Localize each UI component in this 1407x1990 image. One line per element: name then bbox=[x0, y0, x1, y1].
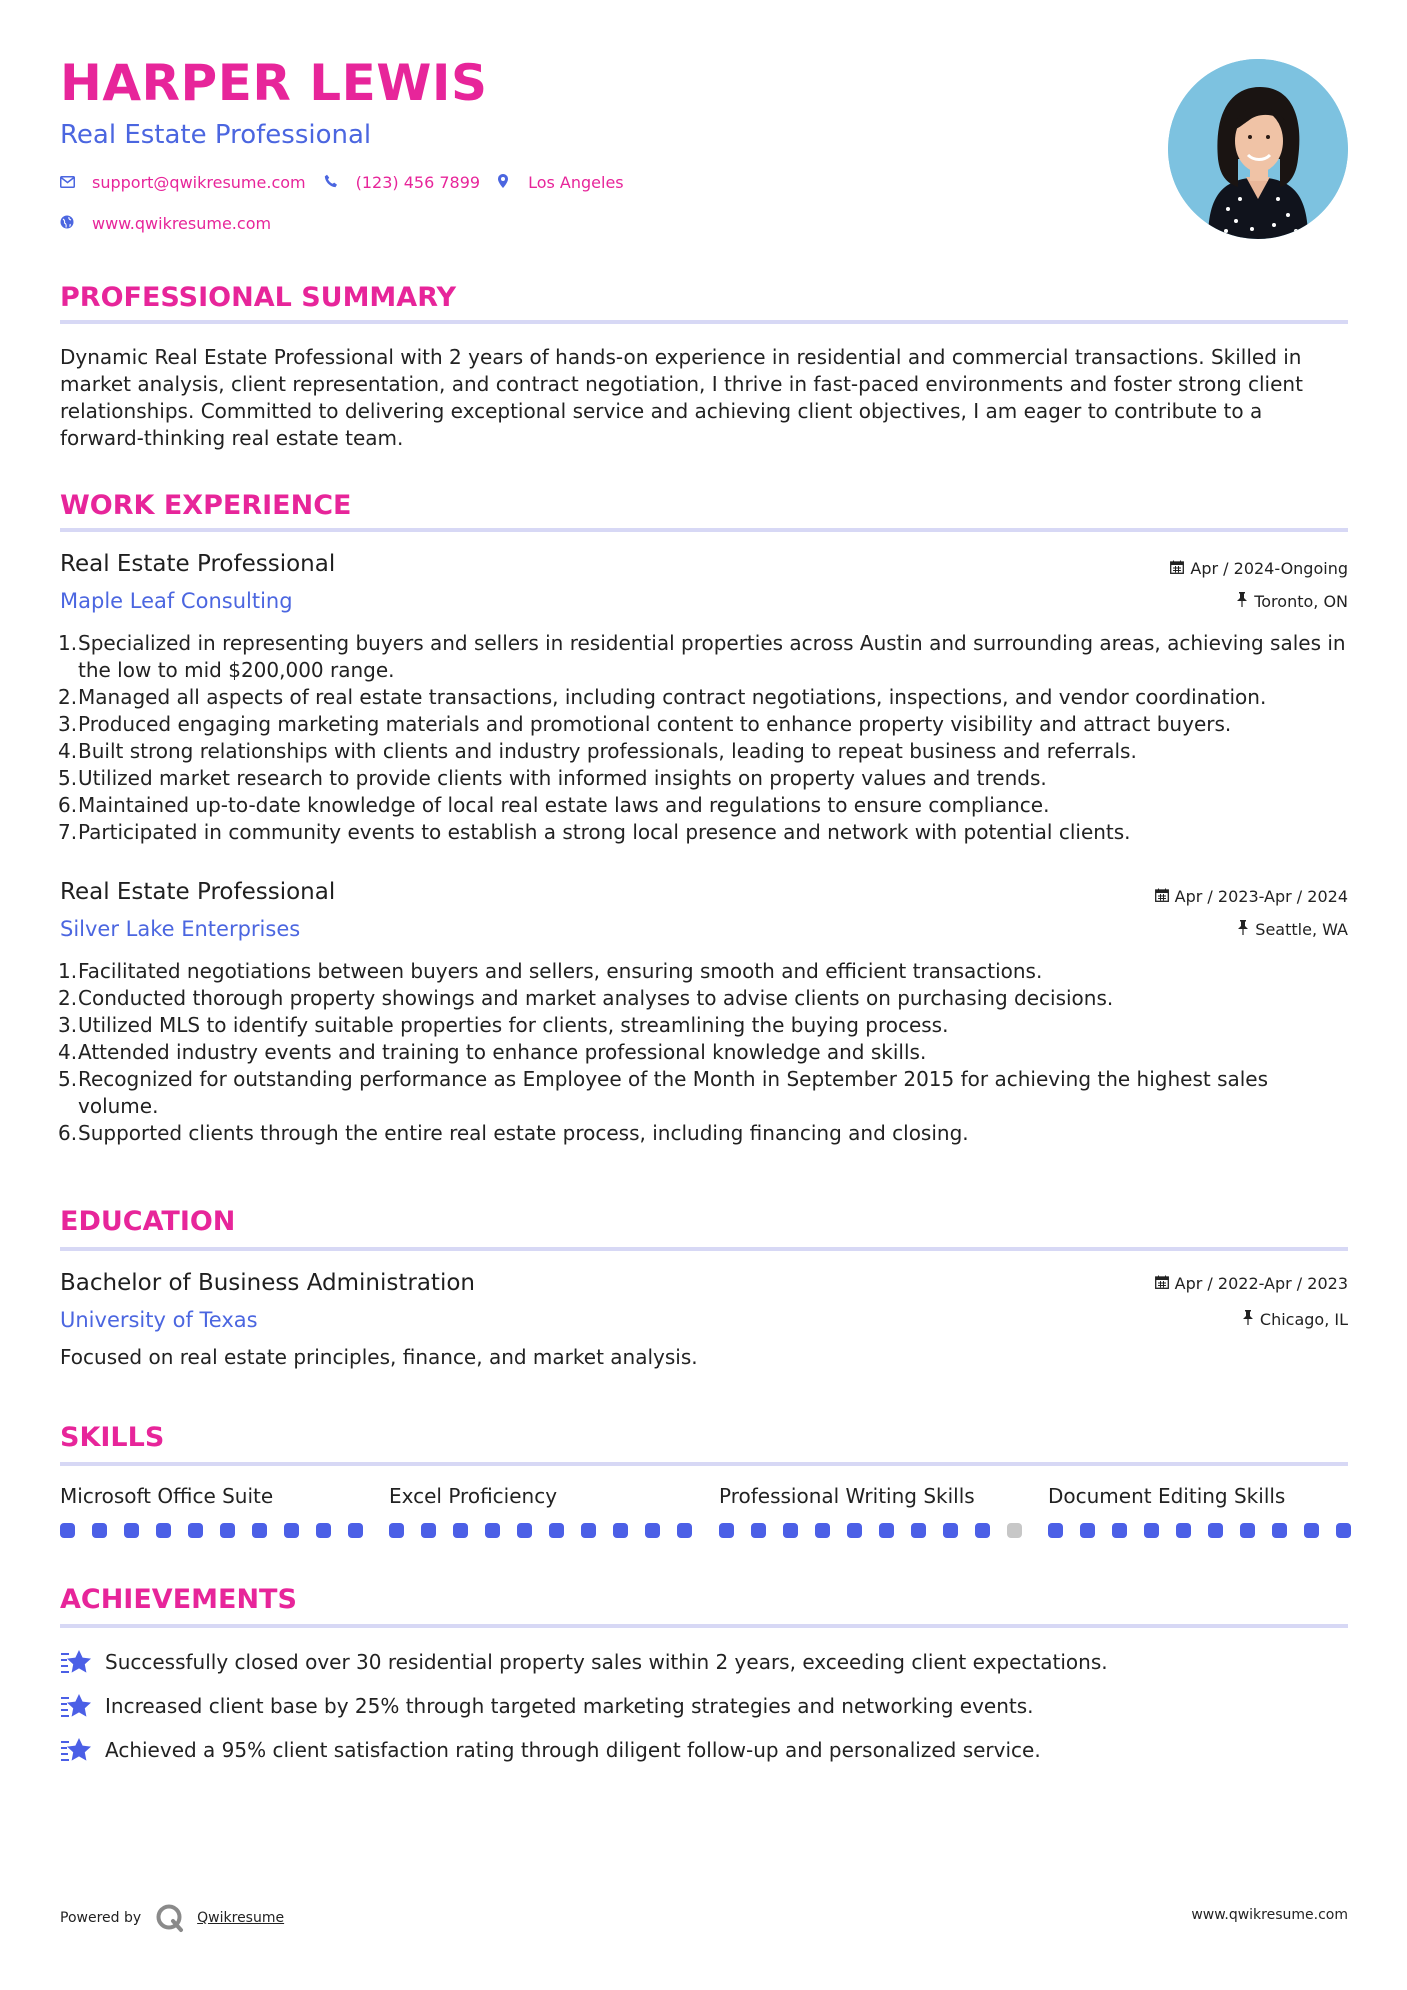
education-dates-text: Apr / 2022-Apr / 2023 bbox=[1174, 1274, 1348, 1293]
phone-number[interactable]: (123) 456 7899 bbox=[355, 173, 481, 192]
education-location bbox=[1242, 1310, 1348, 1329]
skill-dot-filled bbox=[348, 1523, 363, 1538]
star-icon bbox=[60, 1692, 92, 1720]
skill-level-meter bbox=[719, 1523, 1022, 1538]
list-item: 1. Specialized in representing buyers and sellers in residential properties across Austin and surrounding areas, achieving sales in the low to mid $200,000 range. bbox=[58, 631, 1346, 682]
job-location bbox=[1237, 920, 1348, 939]
powered-by-label: Powered by bbox=[60, 1910, 142, 1926]
achievement-item bbox=[60, 1692, 1034, 1720]
achievement-item bbox=[60, 1648, 1108, 1676]
school-name: University of Texas bbox=[60, 1308, 258, 1332]
calendar-icon bbox=[1170, 560, 1184, 578]
job-dates bbox=[1155, 887, 1348, 906]
company-name: Maple Leaf Consulting bbox=[60, 589, 293, 613]
pushpin-icon bbox=[1237, 920, 1249, 939]
degree-title: Bachelor of Business Administration bbox=[60, 1270, 475, 1296]
list-item: 6. Supported clients through the entire real estate process, including financing and closing. bbox=[58, 1121, 969, 1145]
job-bullets bbox=[60, 630, 1350, 846]
skill-dot-filled bbox=[581, 1523, 596, 1538]
job-dates-text: Apr / 2023-Apr / 2024 bbox=[1174, 887, 1348, 906]
skill-dot-filled bbox=[316, 1523, 331, 1538]
skill-dot-filled bbox=[1048, 1523, 1063, 1538]
skill-dot-filled bbox=[879, 1523, 894, 1538]
skill-dot-filled bbox=[60, 1523, 75, 1538]
list-item: 5. Utilized market research to provide clients with informed insights on property values and trends. bbox=[58, 766, 1047, 790]
job-location-text: Seattle, WA bbox=[1255, 920, 1348, 939]
calendar-icon bbox=[1155, 888, 1169, 906]
skills-heading: SKILLS bbox=[60, 1422, 165, 1453]
list-item: 2. Managed all aspects of real estate transactions, including contract negotiations, inspections, and vendor coordination. bbox=[58, 685, 1267, 709]
achievement-text: Achieved a 95% client satisfaction rating through diligent follow-up and personalized service. bbox=[105, 1738, 1041, 1762]
skill-dot-filled bbox=[815, 1523, 830, 1538]
skill-dot-filled bbox=[124, 1523, 139, 1538]
skill-dot-filled bbox=[613, 1523, 628, 1538]
skill-dot-filled bbox=[1080, 1523, 1095, 1538]
pushpin-icon bbox=[1242, 1310, 1254, 1329]
job-location bbox=[1236, 592, 1348, 611]
star-icon bbox=[60, 1736, 92, 1764]
job-dates bbox=[1170, 559, 1348, 578]
skill-dot-filled bbox=[645, 1523, 660, 1538]
list-item: 4. Attended industry events and training to enhance professional knowledge and skills. bbox=[58, 1040, 927, 1064]
summary-divider bbox=[60, 320, 1348, 324]
contact-row bbox=[60, 173, 624, 192]
candidate-title: Real Estate Professional bbox=[60, 120, 372, 150]
education-divider bbox=[60, 1247, 1348, 1251]
skills-divider bbox=[60, 1462, 1348, 1466]
skill-dot-filled bbox=[677, 1523, 692, 1538]
map-pin-icon bbox=[498, 174, 520, 192]
star-icon bbox=[60, 1648, 92, 1676]
skill-dot-filled bbox=[549, 1523, 564, 1538]
skill-dot-filled bbox=[847, 1523, 862, 1538]
skill-dot-filled bbox=[389, 1523, 404, 1538]
education-description: Focused on real estate principles, finance, and market analysis. bbox=[60, 1345, 698, 1369]
skill-dot-filled bbox=[156, 1523, 171, 1538]
experience-heading: WORK EXPERIENCE bbox=[60, 490, 352, 521]
pushpin-icon bbox=[1236, 592, 1248, 611]
skill-dot-filled bbox=[188, 1523, 203, 1538]
skill-name: Excel Proficiency bbox=[389, 1484, 558, 1508]
skill-level-meter bbox=[389, 1523, 692, 1538]
email-link[interactable]: support@qwikresume.com bbox=[92, 173, 306, 192]
skill-dot-filled bbox=[220, 1523, 235, 1538]
location-text: Los Angeles bbox=[528, 173, 624, 192]
skill-dot-filled bbox=[975, 1523, 990, 1538]
skill-dot-filled bbox=[1176, 1523, 1191, 1538]
skill-dot-filled bbox=[1112, 1523, 1127, 1538]
skill-dot-filled bbox=[421, 1523, 436, 1538]
qwikresume-link[interactable]: Qwikresume bbox=[197, 1910, 285, 1926]
skill-name: Professional Writing Skills bbox=[719, 1484, 975, 1508]
company-name: Silver Lake Enterprises bbox=[60, 917, 301, 941]
skill-dot-filled bbox=[1208, 1523, 1223, 1538]
achievement-item bbox=[60, 1736, 1041, 1764]
skill-dot-filled bbox=[1272, 1523, 1287, 1538]
skill-dot-filled bbox=[783, 1523, 798, 1538]
skill-dot-filled bbox=[284, 1523, 299, 1538]
education-location-text: Chicago, IL bbox=[1259, 1310, 1348, 1329]
footer-powered-by bbox=[60, 1903, 284, 1933]
list-item: 7. Participated in community events to establish a strong local presence and network with potential clients. bbox=[58, 820, 1131, 844]
list-item: 2. Conducted thorough property showings and market analyses to advise clients on purchasing decisions. bbox=[58, 986, 1114, 1010]
list-item: 6. Maintained up-to-date knowledge of local real estate laws and regulations to ensure compliance. bbox=[58, 793, 1050, 817]
skill-dot-filled bbox=[1304, 1523, 1319, 1538]
skill-dot-filled bbox=[911, 1523, 926, 1538]
list-item: 1. Facilitated negotiations between buyers and sellers, ensuring smooth and efficient transactions. bbox=[58, 959, 1043, 983]
skill-dot-filled bbox=[1240, 1523, 1255, 1538]
profile-photo bbox=[1168, 59, 1348, 239]
skill-level-meter bbox=[1048, 1523, 1351, 1538]
skill-name: Document Editing Skills bbox=[1048, 1484, 1286, 1508]
list-item: 5. Recognized for outstanding performance as Employee of the Month in September 2015 for achieving the highest sales volume. bbox=[58, 1067, 1269, 1118]
summary-text: Dynamic Real Estate Professional with 2 years of hands-on experience in residential and commercial transactions. Skilled in market analysis, client representation, and contract negotiation, I thrive in fast-paced environments and foster strong client relationships. Committed to delivering exceptional service and achieving client objectives, I am eager to contribute to a forward-thinking real estate team. bbox=[60, 345, 1303, 450]
phone-icon bbox=[324, 174, 346, 192]
skill-dot-filled bbox=[719, 1523, 734, 1538]
website-link[interactable]: www.qwikresume.com bbox=[92, 214, 272, 233]
skill-dot-filled bbox=[92, 1523, 107, 1538]
envelope-icon bbox=[60, 174, 82, 192]
achievement-text: Increased client base by 25% through targeted marketing strategies and networking events. bbox=[105, 1694, 1034, 1718]
globe-icon bbox=[60, 215, 82, 233]
education-dates bbox=[1155, 1274, 1348, 1293]
skill-dot-filled bbox=[1144, 1523, 1159, 1538]
skill-dot-filled bbox=[485, 1523, 500, 1538]
achievements-heading: ACHIEVEMENTS bbox=[60, 1584, 297, 1615]
skill-dot-filled bbox=[943, 1523, 958, 1538]
list-item: 3. Utilized MLS to identify suitable properties for clients, streamlining the buying process. bbox=[58, 1013, 949, 1037]
list-item: 4. Built strong relationships with clients and industry professionals, leading to repeat business and referrals. bbox=[58, 739, 1137, 763]
education-heading: EDUCATION bbox=[60, 1206, 236, 1237]
skill-dot-filled bbox=[252, 1523, 267, 1538]
achievements-divider bbox=[60, 1624, 1348, 1628]
skill-level-meter bbox=[60, 1523, 363, 1538]
qwikresume-logo-icon bbox=[155, 1903, 185, 1933]
job-title: Real Estate Professional bbox=[60, 879, 336, 905]
experience-divider bbox=[60, 528, 1348, 532]
job-location-text: Toronto, ON bbox=[1254, 592, 1348, 611]
website-row bbox=[60, 214, 271, 233]
list-item: 3. Produced engaging marketing materials and promotional content to enhance property visibility and attract buyers. bbox=[58, 712, 1232, 736]
skill-dot-filled bbox=[1336, 1523, 1351, 1538]
skill-name: Microsoft Office Suite bbox=[60, 1484, 274, 1508]
achievement-text: Successfully closed over 30 residential property sales within 2 years, exceeding client expectations. bbox=[105, 1650, 1108, 1674]
footer-website[interactable]: www.qwikresume.com bbox=[1191, 1907, 1348, 1923]
skill-dot-filled bbox=[517, 1523, 532, 1538]
summary-heading: PROFESSIONAL SUMMARY bbox=[60, 282, 457, 313]
job-bullets bbox=[60, 958, 1350, 1147]
skill-dot-empty bbox=[1007, 1523, 1022, 1538]
skill-dot-filled bbox=[453, 1523, 468, 1538]
candidate-name: HARPER LEWIS bbox=[60, 54, 488, 112]
skill-dot-filled bbox=[751, 1523, 766, 1538]
job-dates-text: Apr / 2024-Ongoing bbox=[1190, 559, 1348, 578]
calendar-icon bbox=[1155, 1275, 1169, 1293]
job-title: Real Estate Professional bbox=[60, 551, 336, 577]
